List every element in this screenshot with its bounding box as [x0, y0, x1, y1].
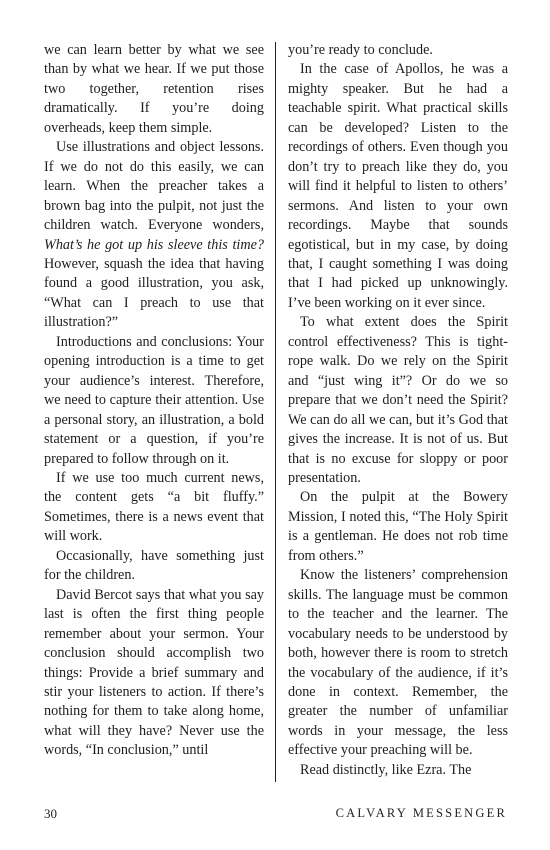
page-number: 30 [44, 806, 57, 821]
paragraph: On the pulpit at the Bowery Mission, I noted this, “The Holy Spirit is a gentleman. He does not rob time from others.” [288, 489, 508, 564]
italic-quote: What’s he got up his sleeve this time? [44, 236, 264, 253]
paragraph-text: However, squash the idea that having found a good illustration, you ask, “What can I preach to use that illustration?” [44, 255, 264, 331]
paragraph: To what extent does the Spirit control effectiveness? This is tight-rope walk. Do we rely on the Spirit and “just wing it”? Or do we so prepare that we don’t need the Spirit? We can do all we can, but it’s God that gives the increase. It is not of us. But that is no excuse for sloppy or poor presentation. [288, 314, 508, 486]
paragraph: we can learn better by what we see than by what we hear. If we put those two together, retention rises dramatically. If you’re doing overheads, keep them simple. [44, 42, 264, 136]
paragraph [44, 138, 264, 333]
paragraph: Occasionally, have something just for the children. [44, 547, 264, 584]
right-column [288, 41, 508, 780]
paragraph: Know the listeners’ comprehension skills. The language must be common to the teacher and the learner. The vocabulary needs to be understood by both, however there is room to stretch the vocabulary of the audience, if it’s done in context. Remember, the greater the number of unfamiliar words in your message, the less effective your preaching will be. [288, 567, 508, 759]
paragraph: In the case of Apollos, he was a mighty speaker. But he had a teachable spirit. What practical skills can be developed? Listen to the recordings of others. Even though you don’t try to preach like they do, you will find it helpful to listen to others’ sermons. And listen to your own recordings. Maybe that sounds egotistical, but in my case, by doing that, I caught something I was doing that I had picked up unknowingly. I’ve been working on it ever since. [288, 61, 508, 311]
paragraph: you’re ready to conclude. [288, 42, 433, 58]
left-column [44, 41, 264, 761]
paragraph: Introductions and conclusions: Your opening introduction is a time to get your audience’s interest. Therefore, we need to capture their attention. Use a personal story, an illustration, a bold statement or a question, if you’re prepared to follow through on it. [44, 333, 264, 467]
running-footer-title: CALVARY MESSENGER [335, 806, 507, 820]
paragraph: David Bercot says that what you say last is often the first thing people remember about your sermon. Your conclusion should accomplish two things: Provide a brief summary and stir your listeners to action. If there’s nothing for them to take along home, what will they have? Never use the words, “In conclusion,” until [44, 586, 264, 759]
paragraph: Read distinctly, like Ezra. The [300, 761, 472, 778]
column-divider [275, 42, 276, 782]
paragraph-text: Use illustrations and object lessons. If we do not do this easily, we can learn. When the preacher takes a brown bag into the pulpit, not just the children watch. Everyone wonders, [44, 139, 264, 234]
paragraph: If we use too much current news, the content gets “a bit fluffy.” Sometimes, there is a news event that will work. [44, 469, 264, 545]
